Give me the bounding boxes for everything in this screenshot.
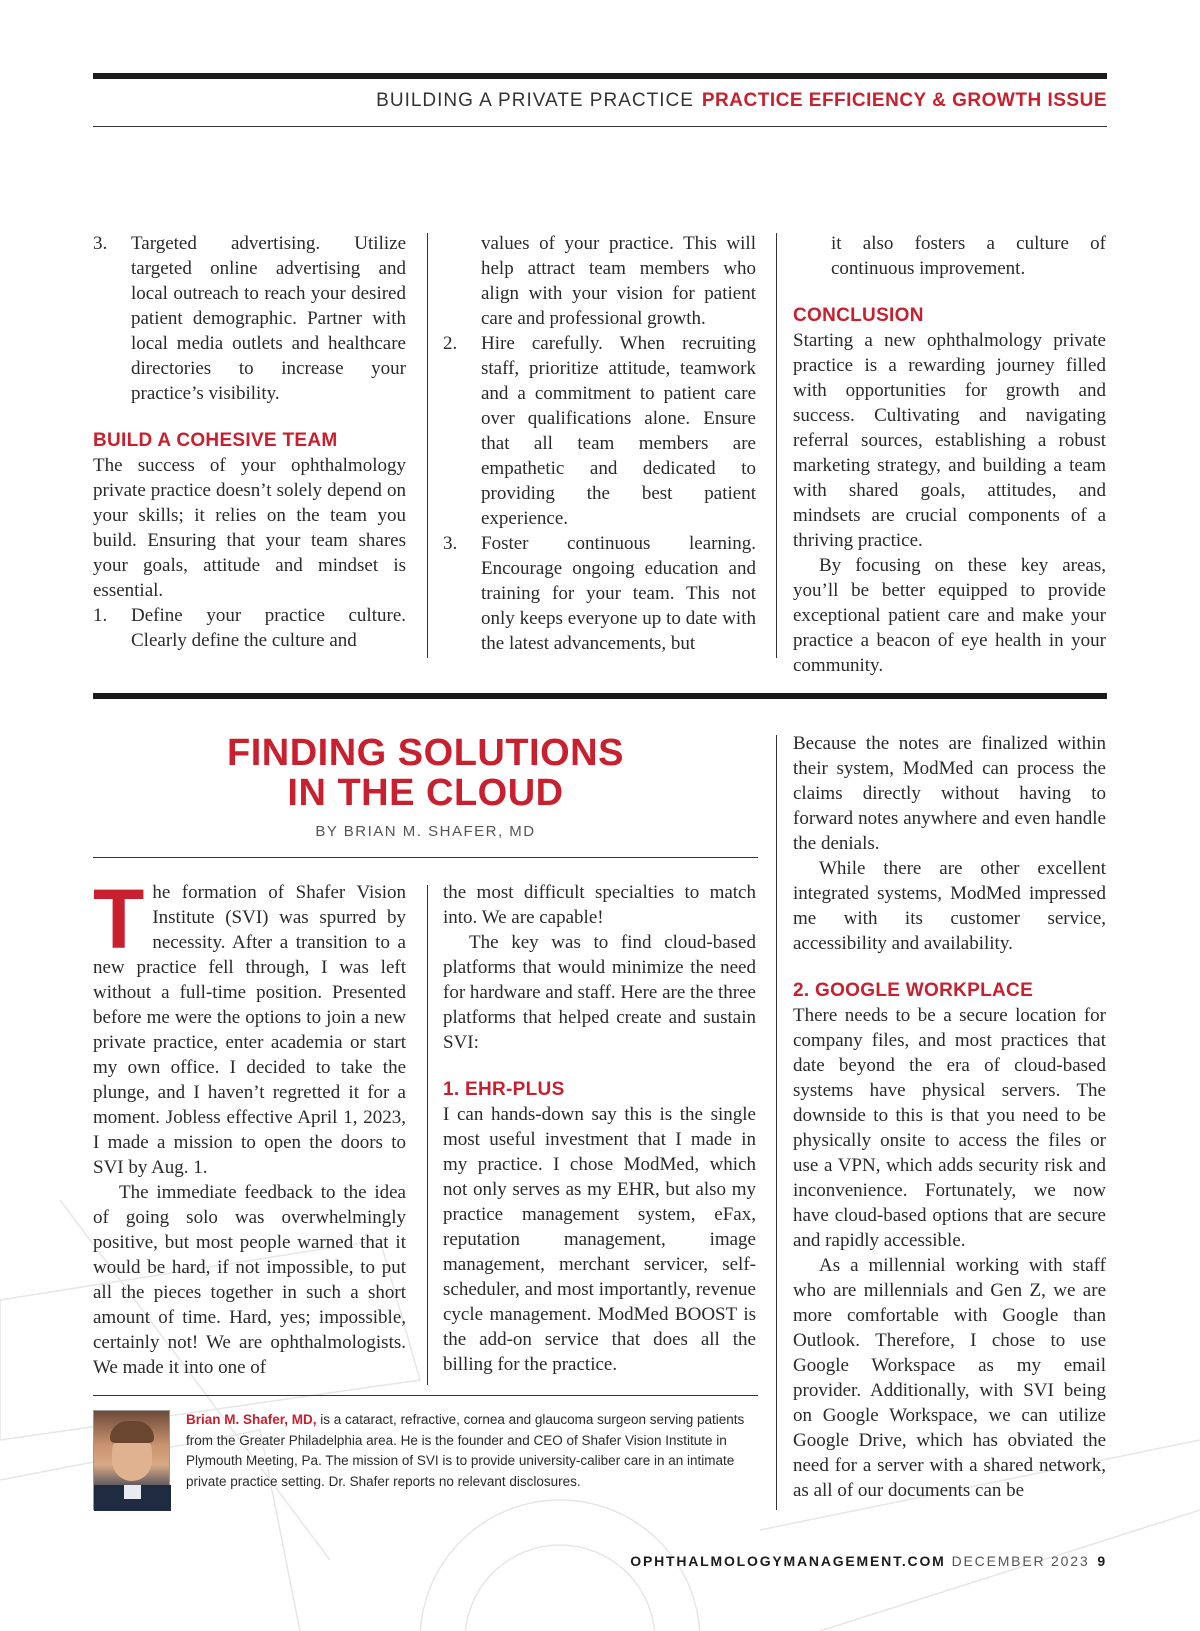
article-column-2 bbox=[443, 880, 756, 1377]
section-heading-build-team: BUILD A COHESIVE TEAM bbox=[93, 430, 338, 451]
body-paragraph: the most difficult specialties to match into. We are capable! bbox=[443, 882, 756, 928]
column-divider bbox=[776, 735, 777, 1510]
column-divider bbox=[776, 233, 777, 658]
list-item-continued bbox=[443, 231, 756, 331]
list-text: Hire carefully. When recruiting staff, prioritize attitude, teamwork and a commitment to patient care over qualifications alone. Ensure that all team members are empathetic and dedicated to providing the best patient experience. bbox=[481, 333, 756, 529]
article-column-1 bbox=[93, 872, 406, 1380]
list-item-continued bbox=[793, 231, 1106, 281]
top-column-3 bbox=[793, 231, 1106, 678]
opening-paragraph-text: he formation of Shafer Vision Institute (SVI) was spurred by necessity. After a transition to a new practice fell through, I was left without a full-time position. Presented before me were the options to join a new private practice, enter academia or start my own office. I decided to take the plunge, and I haven’t regretted it for a moment. Jobless effective April 1, 2023, I made a mission to open the doors to SVI by Aug. 1. bbox=[93, 882, 406, 1178]
list-number: 3. bbox=[93, 233, 108, 254]
body-paragraph: There needs to be a secure location for company files, and most practices that date beyond the era of cloud-based systems have physical servers. The downside to this is that you need to be physically onsite to access the files or use a VPN, which adds security risk and inconvenience. Fortunately, we now have cloud-based options that are secure and rapidly accessible. bbox=[793, 1005, 1106, 1251]
list-number: 2. bbox=[443, 333, 458, 354]
body-paragraph: By focusing on these key areas, you’ll be better equipped to provide exceptional patient care and make your practice a beacon of eye health in your community. bbox=[793, 555, 1106, 676]
title-underline-rule bbox=[93, 857, 758, 858]
article-title-line-1: FINDING SOLUTIONS bbox=[227, 732, 624, 774]
header-top-rule bbox=[93, 73, 1107, 79]
section-heading-conclusion: CONCLUSION bbox=[793, 305, 924, 326]
list-item bbox=[93, 231, 406, 406]
article-title-line-2: IN THE CLOUD bbox=[287, 772, 564, 814]
body-paragraph: The key was to find cloud-based platforms that would minimize the need for hardware and staff. Here are the three platforms that helped create and sustain SVI: bbox=[443, 932, 756, 1053]
body-paragraph: The immediate feedback to the idea of going solo was overwhelmingly positive, but most people warned that it would be hard, if not impossible, to put all the pieces together in such a short amount of time. Hard, yes; impossible, certainly not! We are ophthalmologists. We made it into one of bbox=[93, 1182, 406, 1378]
list-text: it also fosters a culture of continuous improvement. bbox=[831, 233, 1106, 279]
bio-top-rule bbox=[93, 1395, 758, 1396]
list-item bbox=[443, 331, 756, 531]
article-column-3 bbox=[793, 731, 1106, 1503]
author-bio bbox=[93, 1410, 758, 1510]
list-text: Define your practice culture. Clearly define the culture and bbox=[131, 605, 406, 651]
top-column-2 bbox=[443, 231, 756, 656]
body-paragraph: As a millennial working with staff who are millennials and Gen Z, we are more comfortable with Google than Outlook. Therefore, I chose to use Google Workspace as my email provider. Additionally, with SVI being on Google Workspace, we can utilize Google Drive, which has obviated the need for a server with a shared network, as all of our documents can be bbox=[793, 1255, 1106, 1501]
list-text: values of your practice. This will help attract team members who align with your vision for patient care and professional growth. bbox=[481, 233, 756, 329]
header-section-label: BUILDING A PRIVATE PRACTICE bbox=[376, 90, 694, 111]
column-divider bbox=[427, 885, 428, 1385]
body-paragraph: I can hands-down say this is the single most useful investment that I made in my practice. I chose ModMed, which not only serves as my EHR, but also my practice management system, eFax, reputation management, image management, merchant servicer, self-scheduler, and most importantly, revenue cycle management. ModMed BOOST is the add-on service that does all the billing for the practice. bbox=[443, 1104, 756, 1375]
opening-paragraph bbox=[93, 872, 406, 1180]
author-bio-text bbox=[186, 1410, 758, 1492]
top-column-1 bbox=[93, 231, 406, 653]
header-bottom-rule bbox=[93, 126, 1107, 127]
footer-website: OPHTHALMOLOGYMANAGEMENT.COM bbox=[630, 1553, 946, 1569]
section-heading-ehr-plus: 1. EHR-PLUS bbox=[443, 1079, 565, 1100]
author-name: Brian M. Shafer, MD, bbox=[186, 1412, 317, 1427]
footer-date: DECEMBER 2023 bbox=[951, 1553, 1090, 1569]
drop-cap: T bbox=[93, 872, 145, 966]
list-item bbox=[93, 603, 406, 653]
running-header bbox=[93, 90, 1107, 120]
author-description: is a cataract, refractive, cornea and glaucoma surgeon serving patients from the Greater Philadelphia area. He is the founder and CEO of Shafer Vision Institute in Plymouth Meeting, Pa. The mission of SVI is to provide university-caliber care in an intimate private practice setting. Dr. Shafer reports no relevant disclosures. bbox=[186, 1412, 745, 1489]
body-paragraph: While there are other excellent integrated systems, ModMed impressed me with its customer service, accessibility and availability. bbox=[793, 858, 1106, 954]
body-paragraph: Because the notes are finalized within their system, ModMed can process the claims directly without having to forward notes anywhere and even handle the denials. bbox=[793, 733, 1106, 854]
article-title-block bbox=[93, 733, 758, 840]
header-issue-label: PRACTICE EFFICIENCY & GROWTH ISSUE bbox=[701, 90, 1107, 111]
body-paragraph: The success of your ophthalmology private practice doesn’t solely depend on your skills; it relies on the team you build. Ensuring that your team shares your goals, attitude and mindset is essential. bbox=[93, 455, 406, 601]
page-number: 9 bbox=[1097, 1553, 1107, 1569]
section-heading-google-workplace: 2. GOOGLE WORKPLACE bbox=[793, 980, 1034, 1001]
column-divider bbox=[427, 233, 428, 658]
body-paragraph: Starting a new ophthalmology private practice is a rewarding journey filled with opportunities for growth and success. Cultivating and navigating referral sources, establishing a robust marketing strategy, and building a team with shared goals, attitudes, and mindsets are crucial components of a thriving practice. bbox=[793, 330, 1106, 551]
article-separator-rule bbox=[93, 693, 1107, 699]
list-text: Foster continuous learning. Encourage ongoing education and training for your team. This not only keeps everyone up to date with the latest advancements, but bbox=[481, 533, 756, 654]
page-footer bbox=[630, 1553, 1107, 1569]
author-photo bbox=[93, 1410, 170, 1510]
article-byline: BY BRIAN M. SHAFER, MD bbox=[315, 823, 536, 840]
list-text: Targeted advertising. Utilize targeted online advertising and local outreach to reach your desired patient demographic. Partner with local media outlets and healthcare directories to increase your practice’s visibility. bbox=[131, 233, 406, 404]
list-number: 3. bbox=[443, 533, 458, 554]
list-item bbox=[443, 531, 756, 656]
list-number: 1. bbox=[93, 605, 108, 626]
